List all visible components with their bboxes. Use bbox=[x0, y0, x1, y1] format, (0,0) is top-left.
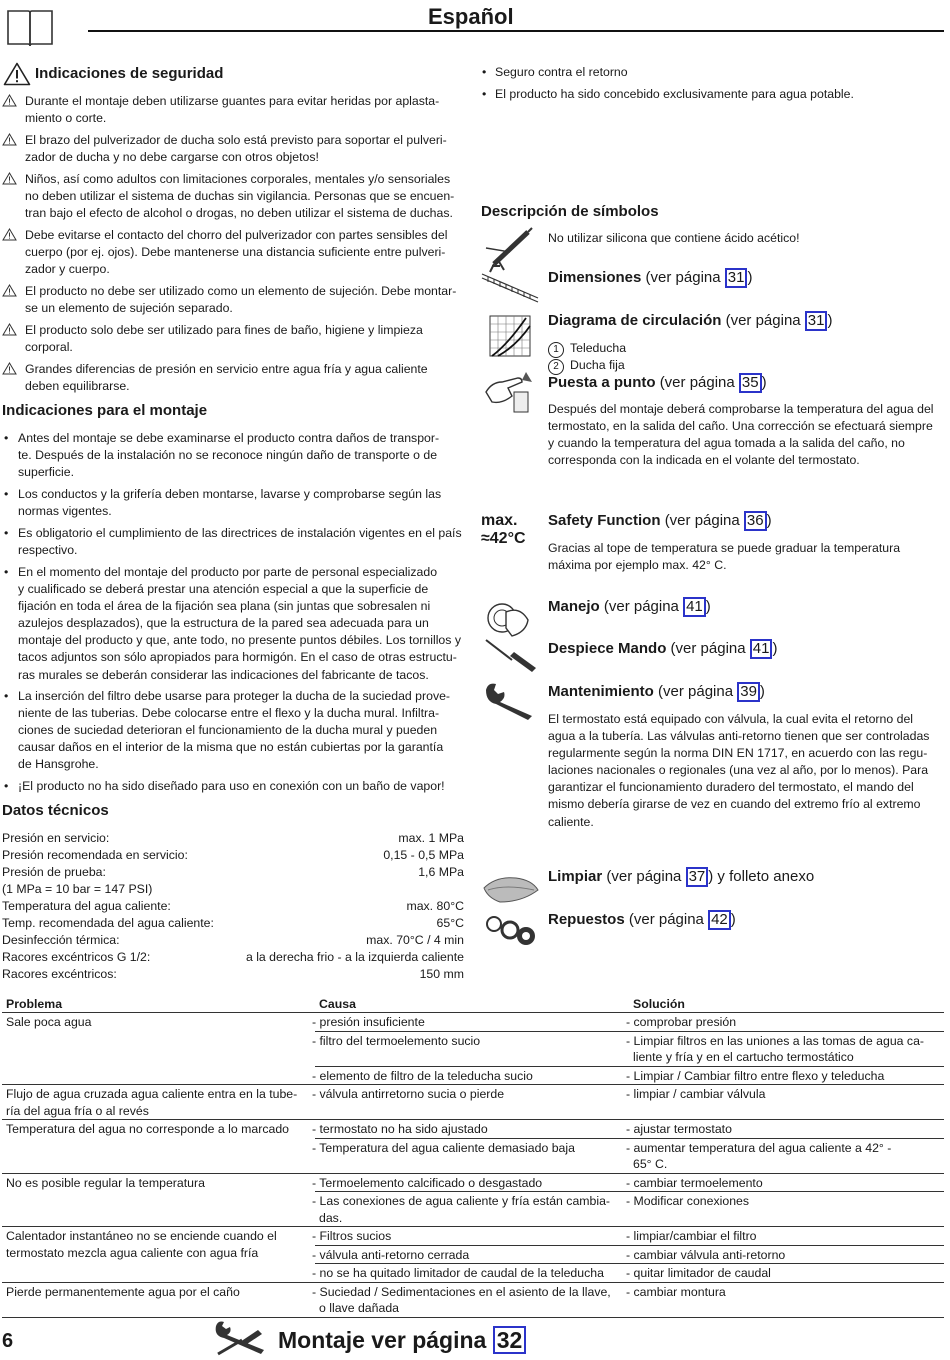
limpiar-suffix: y folleto anexo bbox=[713, 868, 815, 885]
thermometer-hand-icon bbox=[482, 368, 538, 414]
causa-cell: - Filtros sucios bbox=[315, 1227, 629, 1246]
close-paren: ) bbox=[730, 911, 736, 928]
problema-cell: Flujo de agua cruzada agua caliente entra en la tube- ría del agua fría o al revés bbox=[2, 1085, 315, 1120]
solucion-cell: - aumentar temperatura del agua caliente a 42° - 65° C. bbox=[629, 1138, 944, 1173]
spare-parts-icon bbox=[484, 908, 540, 948]
warning-icon bbox=[3, 62, 31, 86]
causa-cell: - Suciedad / Sedimentaciones en el asiento de la llave, o llave dañada bbox=[315, 1282, 629, 1317]
datos-label: Racores excéntricos G 1/2: bbox=[2, 950, 151, 964]
ver-pagina: (ver página bbox=[606, 868, 682, 885]
datos-label: Presión en servicio: bbox=[2, 831, 110, 845]
safety-fn-heading bbox=[548, 511, 772, 531]
safety-item: Debe evitarse el contacto del chorro del pulverizador con partes sensibles del cuerpo (por ej. ojos). Debe mantenerse una distancia suficiente entre pulveri- zador y cuerpo. bbox=[2, 227, 464, 278]
problema-cell: Sale poca agua bbox=[2, 1013, 315, 1085]
page-title: Español bbox=[428, 4, 514, 29]
repuestos-title: Repuestos bbox=[548, 911, 625, 928]
silicone-gun-icon bbox=[484, 226, 534, 274]
datos-value: 150 mm bbox=[419, 967, 464, 981]
table-row bbox=[2, 1282, 944, 1317]
close-paren: ) bbox=[827, 312, 833, 329]
safety-item: Grandes diferencias de presión en servicio entre agua fría y agua caliente deben equilibrarse. bbox=[2, 361, 464, 395]
close-paren: ) bbox=[705, 598, 711, 615]
datos-row bbox=[2, 966, 464, 983]
causa-cell: - no se ha quitado limitador de caudal de la teleducha bbox=[315, 1264, 629, 1283]
mantenimiento-title: Mantenimiento bbox=[548, 683, 654, 700]
datos-label: Desinfección térmica: bbox=[2, 933, 120, 947]
solucion-cell: - limpiar/cambiar el filtro bbox=[629, 1227, 944, 1246]
causa-cell: - termostato no ha sido ajustado bbox=[315, 1120, 629, 1139]
warning-icon bbox=[2, 228, 17, 246]
ver-pagina: (ver página bbox=[628, 911, 704, 928]
table-row bbox=[2, 1013, 944, 1032]
safety-item: El brazo del pulverizador de ducha solo está previsto para soportar el pulveri- zador de ducha y no debe cargarse con otros objetos! bbox=[2, 132, 464, 166]
solucion-cell: - comprobar presión bbox=[629, 1013, 944, 1032]
montaje-item: • En el momento del montaje del producto por parte de personal especializado y cualificado se deberá prestar una atención especial a que la superficie de fijación en toda el área de la fijación sea plana (sin juntas que sobresalen ni azulejos desplazados), que la estructura de la pared sea adecuada para un montaje del producto y que, ante todo, no presente puntos débiles. Los tornillos y tacos adjuntos son sólo apropiados para hormigón. En el caso de otras estructu- ras murales se deberán considerar las indicaciones del fabricante de tacos. bbox=[2, 564, 466, 684]
ver-pagina: (ver página bbox=[664, 512, 740, 529]
despiece-heading bbox=[548, 639, 777, 659]
montaje-title: Indicaciones para el montaje bbox=[2, 402, 208, 419]
datos-value: 1,6 MPa bbox=[418, 865, 464, 879]
problema-cell: Pierde permanentemente agua por el caño bbox=[2, 1282, 315, 1317]
datos-value: 65°C bbox=[436, 916, 464, 930]
causa-cell: - filtro del termoelemento sucio bbox=[315, 1031, 629, 1066]
causa-cell: - válvula anti-retorno cerrada bbox=[315, 1245, 629, 1264]
datos-label: Presión de prueba: bbox=[2, 865, 106, 879]
puesta-title: Puesta a punto bbox=[548, 374, 656, 391]
ver-pagina: (ver página bbox=[645, 269, 721, 286]
ver-pagina: (ver página bbox=[603, 598, 679, 615]
footer-montaje bbox=[278, 1326, 526, 1354]
datos-value: max. 80°C bbox=[406, 899, 464, 913]
screwdriver-icon bbox=[482, 636, 538, 674]
datos-label: Temp. recomendada del agua caliente: bbox=[2, 916, 214, 930]
repuestos-page-link[interactable]: 42 bbox=[708, 910, 731, 930]
manejo-page-link[interactable]: 41 bbox=[683, 597, 706, 617]
flow-diagram-icon bbox=[488, 314, 532, 358]
solucion-cell: - limpiar / cambiar válvula bbox=[629, 1085, 944, 1120]
datos-row bbox=[2, 864, 464, 881]
limpiar-title: Limpiar bbox=[548, 868, 603, 885]
repuestos-heading bbox=[548, 910, 736, 930]
ver-pagina: (ver página bbox=[670, 640, 746, 657]
safety-item: Niños, así como adultos con limitaciones corporales, mentales y/o sensoriales no deben utilizar el sistema de duchas sin vigilancia. Personas que se encuen- tran bajo el efecto de alcohol o drogas, no deben utilizar el sistema de duchas. bbox=[2, 171, 464, 222]
col-header-causa: Causa bbox=[315, 995, 629, 1013]
puesta-heading bbox=[548, 373, 767, 393]
safety-fn-title: Safety Function bbox=[548, 512, 661, 529]
mantenimiento-page-link[interactable]: 39 bbox=[737, 682, 760, 702]
table-row bbox=[2, 1085, 944, 1120]
diagrama-title: Diagrama de circulación bbox=[548, 312, 722, 329]
solucion-cell: - Modificar conexiones bbox=[629, 1192, 944, 1227]
datos-row bbox=[2, 949, 464, 966]
causa-cell: - elemento de filtro de la teleducha sucio bbox=[315, 1066, 629, 1085]
datos-row bbox=[2, 881, 464, 898]
legend-ducha-fija-label: Ducha fija bbox=[570, 358, 625, 372]
warning-icon bbox=[2, 172, 17, 190]
cleaning-cloth-icon bbox=[482, 866, 540, 906]
solucion-cell: - cambiar termoelemento bbox=[629, 1173, 944, 1192]
solucion-cell: - Limpiar / Cambiar filtro entre flexo y teleducha bbox=[629, 1066, 944, 1085]
ruler-icon bbox=[480, 272, 540, 308]
col-header-problema: Problema bbox=[2, 995, 315, 1013]
close-paren: ) bbox=[761, 374, 767, 391]
close-paren: ) bbox=[747, 269, 753, 286]
montaje-item: • ¡El producto no ha sido diseñado para uso en conexión con un baño de vapor! bbox=[2, 778, 466, 795]
silicona-text: No utilizar silicona que contiene ácido acético! bbox=[548, 231, 800, 245]
safety-fn-page-link[interactable]: 36 bbox=[744, 511, 767, 531]
solucion-cell: - quitar limitador de caudal bbox=[629, 1264, 944, 1283]
solucion-cell: - Limpiar filtros en las uniones a las tomas de agua ca- liente y fría y en el cartucho termostático bbox=[629, 1031, 944, 1066]
limpiar-heading bbox=[548, 867, 814, 887]
col-header-solucion: Solución bbox=[629, 995, 944, 1013]
limpiar-page-link[interactable]: 37 bbox=[686, 867, 709, 887]
mantenimiento-heading bbox=[548, 682, 765, 702]
manejo-heading bbox=[548, 597, 711, 617]
causa-cell: - válvula antirretorno sucia o pierde bbox=[315, 1085, 629, 1120]
troubleshooting-table bbox=[2, 995, 944, 1318]
despiece-page-link[interactable]: 41 bbox=[750, 639, 773, 659]
montaje-item: • La inserción del filtro debe usarse para proteger la ducha de la suciedad prove- niente de las tuberias. Debe colocarse entre el flexo y la ducha mural. Infiltra- ciones de suciedad deterioran el funcionamiento de la ducha mural y pueden causar daños en el interior de la misma que no están cubiertas por la garantía de Hansgrohe. bbox=[2, 688, 466, 773]
datos-value: max. 70°C / 4 min bbox=[366, 933, 464, 947]
simbolos-title: Descripción de símbolos bbox=[481, 203, 659, 220]
table-row bbox=[2, 1227, 944, 1246]
safety-item: El producto solo debe ser utilizado para fines de baño, higiene y limpieza corporal. bbox=[2, 322, 464, 356]
ver-pagina: (ver página bbox=[658, 683, 734, 700]
datos-row bbox=[2, 830, 464, 847]
solucion-cell: - cambiar montura bbox=[629, 1282, 944, 1317]
datos-value: 0,15 - 0,5 MPa bbox=[383, 848, 464, 862]
datos-row bbox=[2, 847, 464, 864]
diagrama-page-link[interactable]: 31 bbox=[805, 311, 828, 331]
causa-cell: - Temperatura del agua caliente demasiado baja bbox=[315, 1138, 629, 1173]
table-row bbox=[2, 1120, 944, 1139]
datos-label: Presión recomendada en servicio: bbox=[2, 848, 188, 862]
problema-cell: No es posible regular la temperatura bbox=[2, 1173, 315, 1227]
problema-cell: Calentador instantáneo no se enciende cuando el termostato mezcla agua caliente con agua fría bbox=[2, 1227, 315, 1283]
warning-icon bbox=[2, 133, 17, 151]
right-bullet-1: • Seguro contra el retorno bbox=[480, 64, 945, 81]
despiece-title: Despiece Mando bbox=[548, 640, 667, 657]
puesta-page-link[interactable]: 35 bbox=[739, 373, 762, 393]
circled-number-2: 2 bbox=[548, 359, 564, 375]
safety-item: El producto no debe ser utilizado como un elemento de sujeción. Debe montar- se un elemento de sujeción separado. bbox=[2, 283, 464, 317]
warning-icon bbox=[2, 323, 17, 341]
book-icon bbox=[6, 8, 54, 48]
page-number: 6 bbox=[2, 1330, 14, 1352]
datos-title: Datos técnicos bbox=[2, 802, 109, 819]
ver-pagina: (ver página bbox=[659, 374, 735, 391]
datos-label: Racores excéntricos: bbox=[2, 967, 117, 981]
solucion-cell: - cambiar válvula anti-retorno bbox=[629, 1245, 944, 1264]
tools-icon bbox=[212, 1320, 268, 1358]
safety-item: Durante el montaje deben utilizarse guantes para evitar heridas por aplasta- miento o corte. bbox=[2, 93, 464, 127]
legend-teleducha bbox=[548, 340, 626, 358]
montaje-item: • Es obligatorio el cumplimiento de las directrices de instalación vigentes en el país respectivo. bbox=[2, 525, 466, 559]
datos-label: (1 MPa = 10 bar = 147 PSI) bbox=[2, 882, 153, 896]
dimensiones-page-link[interactable]: 31 bbox=[725, 268, 748, 288]
dimensiones-heading bbox=[548, 268, 752, 288]
problema-cell: Temperatura del agua no corresponde a lo marcado bbox=[2, 1120, 315, 1174]
datos-value: max. 1 MPa bbox=[398, 831, 464, 845]
datos-value: a la derecha frio - a la izquierda caliente bbox=[245, 950, 464, 964]
datos-label: Temperatura del agua caliente: bbox=[2, 899, 171, 913]
wrench-icon bbox=[482, 680, 538, 720]
datos-row bbox=[2, 915, 464, 932]
footer-montaje-label: Montaje ver página bbox=[278, 1327, 487, 1353]
safety-title: Indicaciones de seguridad bbox=[35, 65, 224, 82]
manejo-title: Manejo bbox=[548, 598, 600, 615]
table-row bbox=[2, 1173, 944, 1192]
close-paren: ) bbox=[772, 640, 778, 657]
montaje-item: • Antes del montaje se debe examinarse el producto contra daños de transpor- te. Después de la instalación no se reconoce ningún daño de transporte o de superficie. bbox=[2, 430, 466, 481]
diagrama-heading bbox=[548, 311, 832, 331]
warning-icon bbox=[2, 284, 17, 302]
ver-pagina: (ver página bbox=[725, 312, 801, 329]
max-temp-label: ≈42°C bbox=[481, 530, 526, 547]
header-rule bbox=[88, 30, 944, 32]
causa-cell: - Las conexiones de agua caliente y fría están cambia- das. bbox=[315, 1192, 629, 1227]
solucion-cell: - ajustar termostato bbox=[629, 1120, 944, 1139]
montaje-item: • Los conductos y la grifería deben montarse, lavarse y comprobarse según las normas vigentes. bbox=[2, 486, 466, 520]
circled-number-1: 1 bbox=[548, 342, 564, 358]
warning-icon bbox=[2, 362, 17, 380]
mantenimiento-text: El termostato está equipado con válvula, la cual evita el retorno del agua a la tubería. Las válvulas anti-retorno tienen que ser controladas regularmente según la norma DIN EN 1717, en acuerdo con las regu- laciones nacionales o regionales (una vez al año, por lo menos). Para garantizar el funcionamiento duradero del termostato, el mando del mismo debería girarse de vez en cuando del extremo frío al extremo caliente. bbox=[548, 712, 930, 829]
warning-icon bbox=[2, 94, 17, 112]
causa-cell: - Termoelemento calcificado o desgastado bbox=[315, 1173, 629, 1192]
footer-montaje-page-link[interactable]: 32 bbox=[493, 1326, 527, 1354]
max-label: max. bbox=[481, 512, 518, 529]
puesta-text: Después del montaje deberá comprobarse la temperatura del agua del termostato, en la salida del caño. Una corrección se efectuará siempre y cuando la temperatura del agua tomada a la salida del caño, no corresponda con la indicada en el volante del termostato. bbox=[548, 402, 934, 468]
legend-teleducha-label: Teleducha bbox=[570, 341, 627, 355]
datos-row bbox=[2, 898, 464, 915]
right-bullet-2: • El producto ha sido concebido exclusivamente para agua potable. bbox=[480, 86, 945, 103]
causa-cell: - presión insuficiente bbox=[315, 1013, 629, 1032]
close-paren: ) bbox=[708, 868, 714, 885]
safety-fn-text: Gracias al tope de temperatura se puede graduar la temperatura máxima por ejemplo max. 42° C. bbox=[548, 541, 901, 573]
close-paren: ) bbox=[766, 512, 772, 529]
datos-row bbox=[2, 932, 464, 949]
dimensiones-title: Dimensiones bbox=[548, 269, 642, 286]
close-paren: ) bbox=[759, 683, 765, 700]
